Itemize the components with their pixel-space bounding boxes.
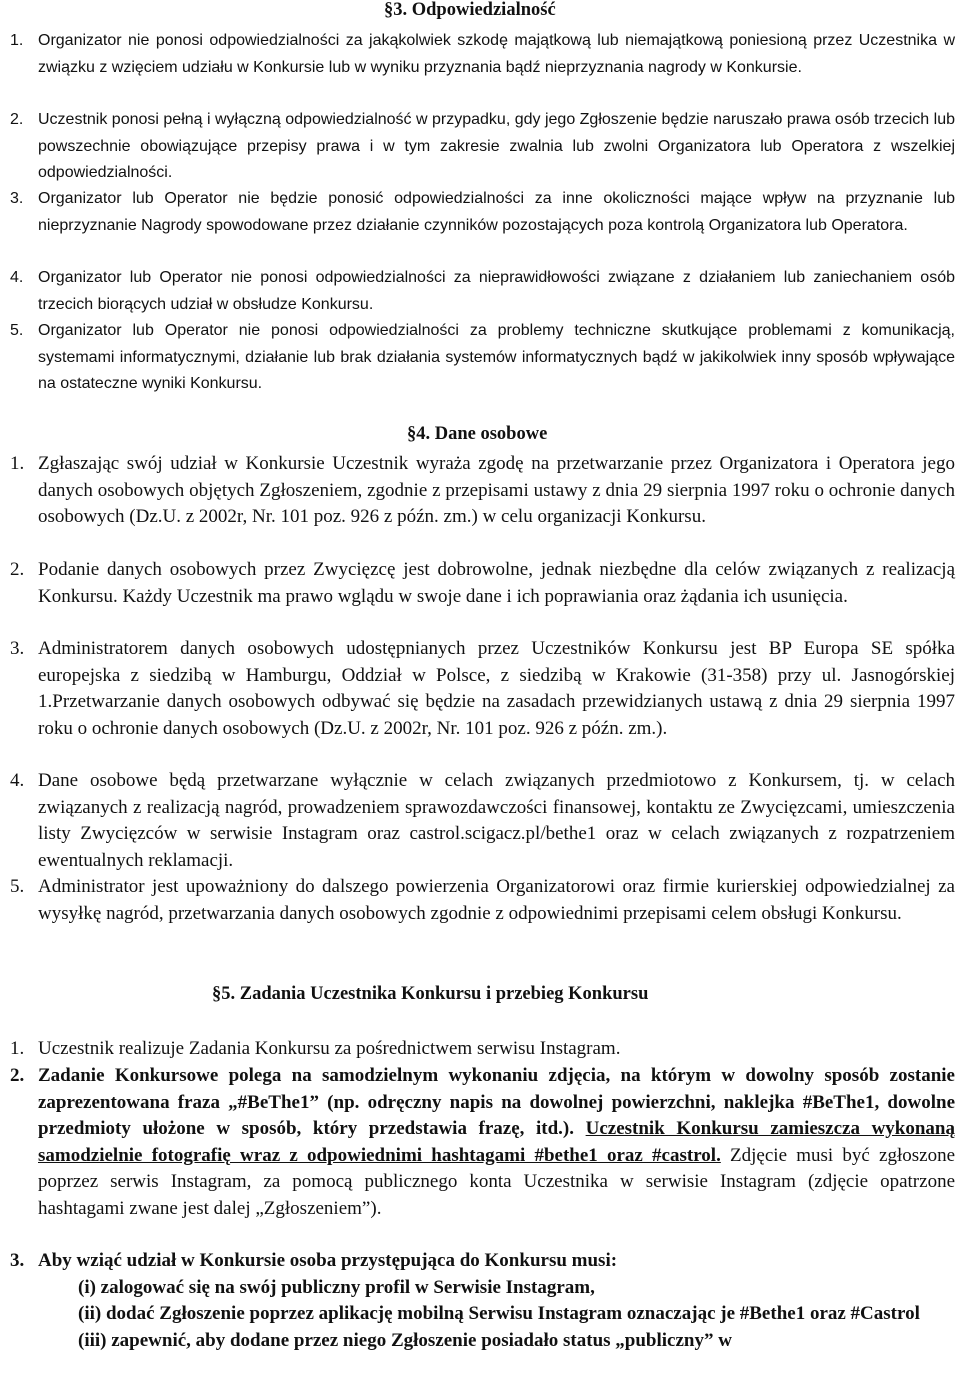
- item-number: 3.: [10, 1250, 25, 1271]
- item-number: 1.: [10, 1038, 25, 1059]
- s5-item-2: [10, 1063, 955, 1223]
- step-i: (i) zalogować się na swój publiczny profil w Serwisie Instagram,: [78, 1276, 595, 1298]
- item-text: Dane osobowe będą przetwarzane wyłącznie w celach związanych przedmiotowo z Konkursem, tj. w celach związanych z realizacją nagród, prowadzeniem sprawozdawczości finansowej, kontaktu ze Zwycięzcami, umieszczenia listy Zwycięzców w serwisie Instagram oraz castrol.scigacz.pl/bethe1 oraz w celach związanych z rozpatrzeniem ewentualnych reklamacji.: [38, 770, 955, 871]
- item-text: [38, 1063, 955, 1223]
- s4-item-4: [10, 768, 955, 874]
- item-text: Administratorem danych osobowych udostępnianych przez Uczestników Konkursu jest BP Europa SE spółka europejska z siedzibą w Hamburgu, Oddział w Polsce, z siedzibą w Krakowie (31-358) przy ul. Jasnogórskiej 1.Przetwarzanie danych osobowych odbywać się będzie na zasadach przewidzianych ustawą z dnia 29 sierpnia 1997 roku o ochronie danych osobowych (Dz.U. z 2002r, Nr. 101 poz. 926 z późn. zm.).: [38, 638, 955, 739]
- task-description-bold: Zadanie Konkursowe polega na samodzielnym wykonaniu zdjęcia, na którym w dowolny sposób zostanie zaprezentowana fraza „#BeThe1” (np. odręczny napis na dowolnej powierzchni, naklejka #BeThe1, dowolne przedmioty ułożone w sposób, który przedstawia frazę, itd.).: [38, 1065, 955, 1140]
- item-number: 1.: [10, 453, 25, 474]
- participation-intro: Aby wziąć udział w Konkursie osoba przystępująca do Konkursu musi:: [38, 1250, 618, 1271]
- item-number: 3.: [10, 638, 25, 659]
- s4-item-2: [10, 557, 955, 610]
- item-number: 4.: [10, 269, 24, 286]
- item-text: Organizator nie ponosi odpowiedzialności za jakąkolwiek szkodę majątkową lub niemajątkową poniesioną przez Uczestnika w związku z wzięciem udziału w Konkursie lub w wyniku przyznania bądź nieprzyznania nagrody w Konkursie.: [38, 32, 955, 76]
- section-5-heading: §5. Zadania Uczestnika Konkursu i przebieg Konkursu: [212, 984, 649, 1004]
- s3-item-1: [10, 28, 955, 81]
- item-text: Uczestnik ponosi pełną i wyłączną odpowiedzialność w przypadku, gdy jego Zgłoszenie będzie naruszało prawa osób trzecich lub powszechnie obowiązujące przepisy prawa i w tym zakresie zwalnia lub zwolni Organizatora lub Operatora z wszelkiej odpowiedzialności.: [38, 111, 955, 181]
- item-number: 5.: [10, 876, 25, 897]
- item-number: 5.: [10, 322, 24, 339]
- s3-item-4: [10, 265, 955, 318]
- item-number: 2.: [10, 559, 25, 580]
- s3-item-2: [10, 107, 955, 187]
- item-text: Zgłaszając swój udział w Konkursie Uczestnik wyraża zgodę na przetwarzanie przez Organizatora i Operatora jego danych osobowych objętych Zgłoszeniem, zgodnie z przepisami ustawy z dnia 29 sierpnia 1997 roku o ochronie danych osobowych (Dz.U. z 2002r, Nr. 101 poz. 926 z późn. zm.) w celu organizacji Konkursu.: [38, 453, 955, 528]
- item-text: Organizator lub Operator nie ponosi odpowiedzialności za problemy techniczne skutkujące problemami z komunikacją, systemami informatycznymi, działanie lub brak działania systemów informatycznych bądź w jakikolwiek inny sposób wpływające na ostateczne wyniki Konkursu.: [38, 322, 955, 392]
- task-requirement-underlined: Uczestnik Konkursu zamieszcza wykonaną samodzielnie fotografię wraz z odpowiednimi hashtagami #bethe1 oraz #castrol.: [38, 1118, 955, 1166]
- item-text: Podanie danych osobowych przez Zwycięzcę jest dobrowolne, jednak niezbędne dla celów związanych z realizacją Konkursu. Każdy Uczestnik ma prawo wglądu w swoje dane i ich poprawiania oraz żądania ich usunięcia.: [38, 559, 955, 607]
- step-iii: (iii) zapewnić, aby dodane przez niego Zgłoszenie posiadało status „publiczny” w: [78, 1329, 732, 1351]
- section-4-heading: §4. Dane osobowe: [407, 424, 548, 444]
- item-number: 4.: [10, 770, 25, 791]
- item-number: 3.: [10, 190, 24, 207]
- s5-item-1: [10, 1036, 955, 1063]
- item-text: Uczestnik realizuje Zadania Konkursu za pośrednictwem serwisu Instagram.: [38, 1038, 621, 1059]
- item-text: Organizator lub Operator nie ponosi odpowiedzialności za nieprawidłowości związane z działaniem lub zaniechaniem osób trzecich biorących udział w obsłudze Konkursu.: [38, 269, 955, 313]
- s3-item-5: [10, 318, 955, 398]
- s4-item-5: [10, 874, 955, 927]
- item-number: 1.: [10, 32, 24, 49]
- s4-item-1: [10, 451, 955, 531]
- item-text: Organizator lub Operator nie będzie ponosić odpowiedzialności za inne okoliczności mające wpływ na przyznanie lub nieprzyznanie Nagrody spowodowane przez działanie czynników pozostających poza kontrolą Organizatora lub Operatora.: [38, 190, 955, 234]
- item-number: 2.: [10, 1065, 25, 1086]
- step-ii: (ii) dodać Zgłoszenie poprzez aplikację mobilną Serwisu Instagram oznaczając je #Bethe1 oraz #Castrol: [78, 1303, 920, 1325]
- task-submission-text: Zdjęcie musi być zgłoszone poprzez serwis Instagram, za pomocą publicznego konta Uczestnika w serwisie Instagram (zdjęcie opatrzone hashtagami zwane jest dalej „Zgłoszeniem”).: [38, 1144, 955, 1219]
- participation-steps: [78, 1275, 955, 1355]
- s4-item-3: [10, 636, 955, 742]
- item-number: 2.: [10, 111, 24, 128]
- s3-item-3: [10, 186, 955, 239]
- section-3-heading: §3. Odpowiedzialność: [384, 0, 556, 20]
- item-text: [38, 1248, 955, 1354]
- item-text: Administrator jest upoważniony do dalszego powierzenia Organizatorowi oraz firmie kurierskiej odpowiedzialnej za wysyłkę nagród, przetwarzania danych osobowych zgodnie z odpowiednimi przepisami celem obsługi Konkursu.: [38, 876, 955, 924]
- s5-item-3: [10, 1248, 955, 1354]
